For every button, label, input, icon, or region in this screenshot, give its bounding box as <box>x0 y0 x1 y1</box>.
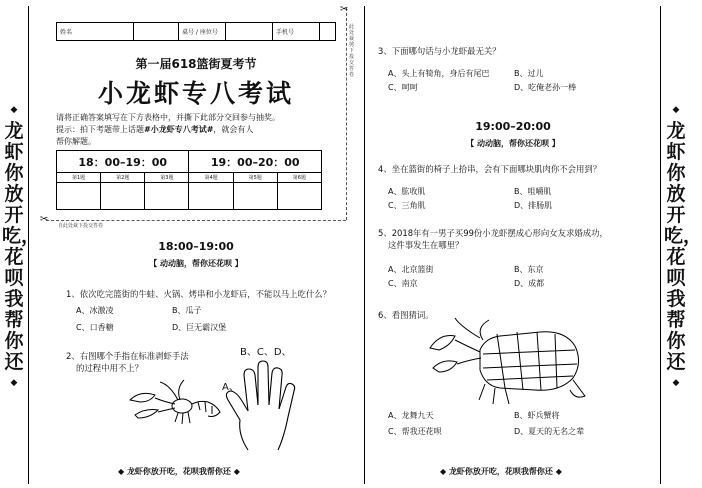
answer-cell[interactable] <box>233 183 277 210</box>
question-6: 6、看图猜词。 <box>378 310 434 320</box>
footer-left-text: 龙虾你放开吃，花呗我帮你还 <box>126 467 231 476</box>
diamond-icon: ◆ <box>230 467 240 476</box>
q5-option-d: D、成都 <box>514 279 545 288</box>
q4-option-c: C、三角肌 <box>388 201 426 210</box>
q2-label-a: A、 <box>222 382 239 393</box>
answer-col-header: 第6题 <box>277 173 321 183</box>
instructions <box>56 112 346 148</box>
instructions-text: 提示：拍下考题带上话题 <box>56 125 144 134</box>
scissors-icon: ✂ <box>340 4 349 15</box>
q5-line-1: 5、2018年有一男子买99份小龙虾摆成心形向女友求婚成功， <box>378 228 608 238</box>
footer-right-text: 龙虾你放开吃，花呗我帮你还 <box>448 467 553 476</box>
footer-right <box>440 466 562 477</box>
diamond-icon: ◆ <box>118 467 127 476</box>
footer-left <box>118 466 240 477</box>
cut-line-vertical <box>346 8 347 220</box>
hand-drawing <box>218 345 318 455</box>
question-5 <box>378 227 648 251</box>
crawfish-drawing <box>120 380 230 440</box>
q3-option-b: B、过儿 <box>514 69 544 78</box>
scissors-icon: ✂ <box>40 214 49 225</box>
info-table <box>56 22 336 41</box>
section2-time: 19:00–20:00 <box>475 120 551 133</box>
cut-line-horizontal <box>46 220 346 221</box>
answer-cell[interactable] <box>57 183 101 210</box>
answer-col-header: 第1题 <box>57 173 101 183</box>
q5-line-2: 这件事发生在哪里？ <box>388 240 464 250</box>
q4-option-d: D、排肠肌 <box>514 201 553 210</box>
hashtag: #小龙虾专八考试# <box>144 125 214 134</box>
q5-option-c: C、南京 <box>388 279 418 288</box>
seat-label: 桌号 / 座位号 <box>179 23 226 41</box>
q2-line-1: 2、右图哪个手指在标准剥虾手法 <box>66 351 189 361</box>
right-side-banner <box>664 100 702 394</box>
section1-tag: 【 动动脑，帮你还花呗 】 <box>149 259 243 268</box>
q3-option-d: D、吃俺老孙一棒 <box>514 83 577 92</box>
instructions-line-2 <box>56 124 346 136</box>
seat-field[interactable] <box>226 23 273 41</box>
section1-time: 18:00–19:00 <box>158 240 234 253</box>
q1-option-b: B、瓜子 <box>172 306 202 315</box>
answer-cell[interactable] <box>145 183 189 210</box>
instructions-line-1: 请将正确答案填写在下方表格中，并撕下此部分交回参与抽奖。 <box>56 113 280 122</box>
q6-option-b: B、虾兵蟹将 <box>514 411 560 420</box>
diamond-icon: ◆ <box>552 467 562 476</box>
question-4: 4、坐在篮街的椅子上拾串，会有下面哪块肌肉你不会用到？ <box>378 164 602 174</box>
q6-option-d: D、夏天的无名之辈 <box>514 427 585 436</box>
right-banner-text: 龙虾你放开吃，花呗我帮你还 <box>664 120 702 373</box>
left-border-line <box>28 6 29 484</box>
diamond-icon: ◆ <box>672 105 680 115</box>
answer-cell[interactable] <box>189 183 233 210</box>
cut-note-horizontal: 自此处裁下投交答卷 <box>58 223 104 229</box>
q5-option-b: B、东京 <box>514 265 544 274</box>
answer-cell[interactable] <box>101 183 145 210</box>
q5-option-a: A、北京篮街 <box>388 265 434 274</box>
answer-time-2: 19：00–20：00 <box>189 151 322 173</box>
diamond-icon: ◆ <box>10 378 18 388</box>
right-border-line <box>660 6 661 484</box>
diamond-icon: ◆ <box>440 467 449 476</box>
answer-time-1: 18：00–19：00 <box>57 151 189 173</box>
answer-col-header: 第3题 <box>145 173 189 183</box>
cut-note-vertical: 此处裁剪下投交答卷 <box>349 24 355 78</box>
exam-subtitle: 第一届618篮街夏考节 <box>135 57 257 71</box>
instructions-line-3: 帮你解题。 <box>56 137 96 146</box>
answer-cell[interactable] <box>277 183 321 210</box>
q2-line-2: 的过程中用不上？ <box>76 363 143 373</box>
instructions-text: ，就会有人 <box>213 125 254 134</box>
q4-option-a: A、肱收肌 <box>388 187 426 196</box>
exam-title: 小龙虾专八考试 <box>97 79 294 108</box>
diamond-icon: ◆ <box>10 105 18 115</box>
q3-option-c: C、呵呵 <box>388 83 418 92</box>
answer-table <box>56 150 322 210</box>
section2-tag: 【 动动脑，帮你还花呗 】 <box>466 139 560 148</box>
q4-option-b: B、咀嚼肌 <box>514 187 552 196</box>
name-label: 姓名 <box>57 23 134 41</box>
question-1: 1、依次吃完篮街的牛蛙、火锅、烤串和小龙虾后，不能以马上吃什么？ <box>66 289 331 299</box>
answer-col-header: 第4题 <box>189 173 233 183</box>
phone-label: 手机号 <box>273 23 320 41</box>
crawfish-wrapped-drawing <box>425 318 595 408</box>
question-3: 3、下面哪句话与小龙虾最无关？ <box>378 46 501 56</box>
left-side-banner <box>2 100 41 394</box>
q1-option-a: A、冰激凌 <box>76 306 114 315</box>
answer-col-header: 第5题 <box>233 173 277 183</box>
q2-label-bcd: B、C、D、 <box>240 347 292 358</box>
q1-option-c: C、口香糖 <box>76 323 114 332</box>
left-banner-text: 龙虾你放开吃，花呗我帮你还 <box>2 120 41 373</box>
phone-field[interactable] <box>320 23 336 41</box>
q3-option-a: A、头上有犄角，身后有尾巴 <box>388 69 490 78</box>
q1-option-d: D、巨无霸汉堡 <box>172 323 227 332</box>
name-field[interactable] <box>134 23 179 41</box>
answer-col-header: 第2题 <box>101 173 145 183</box>
q6-option-c: C、帮我还花呗 <box>388 427 442 436</box>
q6-option-a: A、龙舞九天 <box>388 411 434 420</box>
diamond-icon: ◆ <box>672 378 680 388</box>
center-divider <box>364 6 365 484</box>
